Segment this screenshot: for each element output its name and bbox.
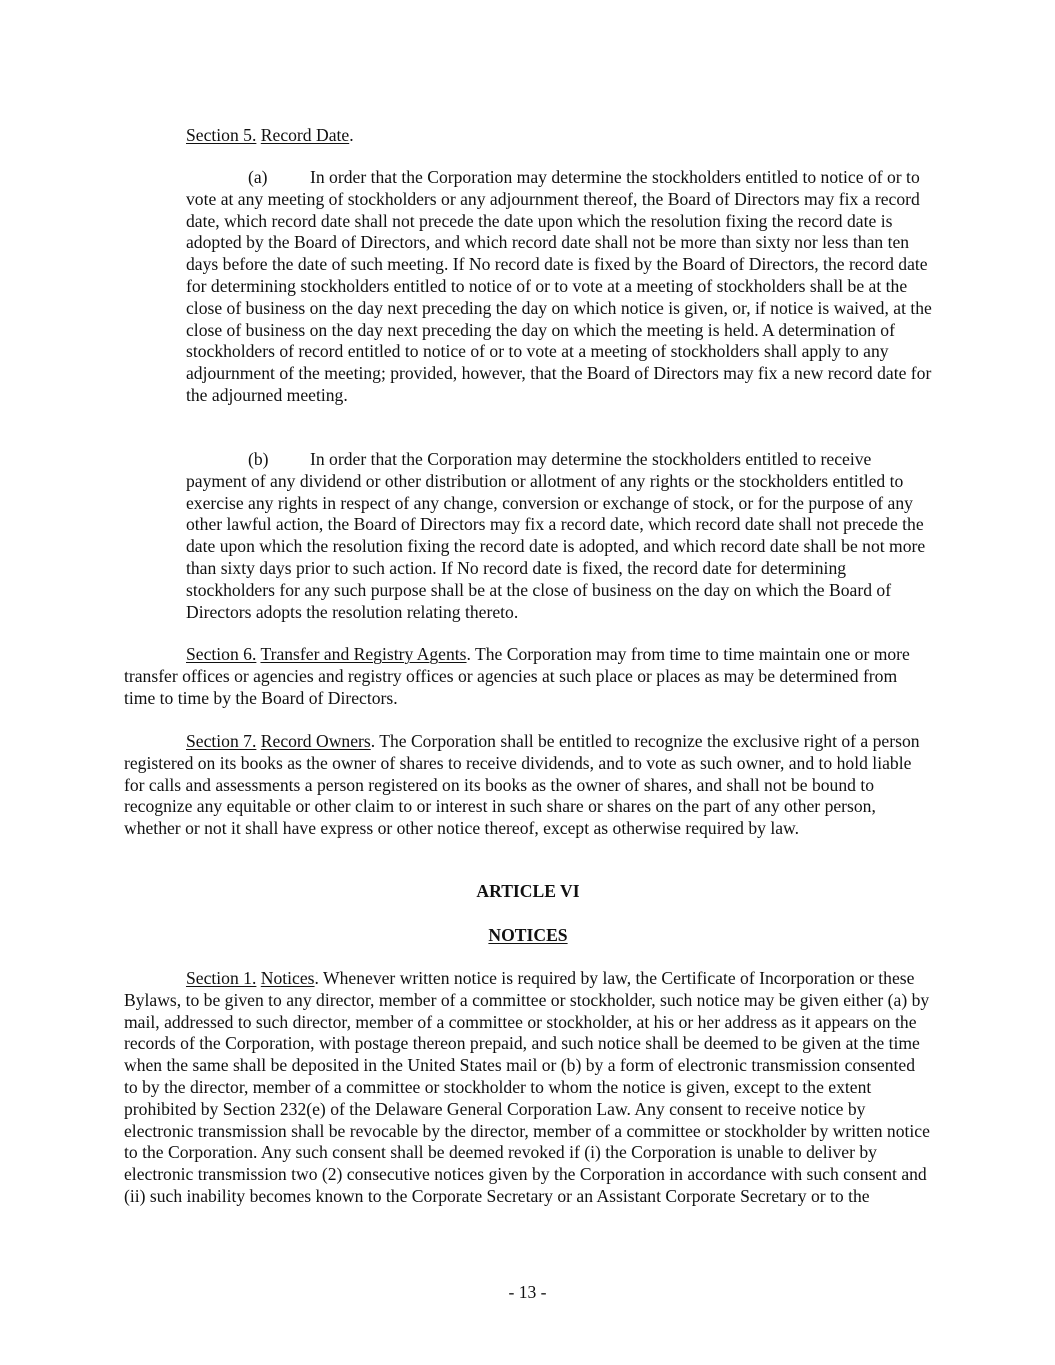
paragraph-b-text: In order that the Corporation may determine the stockholders entitled to receive payment of any dividend or other distribution or allotment of any rights or the stockholders entitled to exercise any rights in respect of any change, conversion or exchange of stock, or for the purpose of any other lawful action, the Board of Directors may fix a record date, which record date shall not precede the date upon which the resolution fixing the record date is adopted, and which record date shall be not more than sixty days prior to such action. If No record date is fixed, the record date for determining stockholders for any such purpose shall be at the close of business on the day on which the Board of Directors adopts the resolution relating thereto. <box>186 449 926 622</box>
page-number: - 13 - <box>508 1282 547 1302</box>
notices-section-1-text: . Whenever written notice is required by law, the Certificate of Incorporation or these Bylaws, to be given to any director, member of a committee or stockholder, such notice may be given either (a) by mail, addressed to such director, member of a committee or stockholder, at his or her address as it appears on the records of the Corporation, with postage thereon prepaid, and such notice shall be deemed to be given at the time when the same shall be deposited in the United States mail or (b) by a form of electronic transmission consented to by the director, member of a committee or stockholder to whom the notice is given, except to the extent prohibited by Section 232(e) of the Delaware General Corporation Law. Any consent to receive notice by electronic transmission shall be revocable by the director, member of a committee or stockholder by written notice to the Corporation. Any such consent shall be deemed revoked if (i) the Corporation is unable to deliver by electronic transmission two (2) consecutive notices given by the Corporation in accordance with such consent and (ii) such inability becomes known to the Corporate Secretary or an Assistant Corporate Secretary or to the <box>124 968 930 1206</box>
article-subheading: NOTICES <box>488 925 568 945</box>
section-6-title: Transfer and Registry Agents <box>260 644 467 664</box>
notices-section-1-paragraph <box>124 968 932 1208</box>
section-5-paragraph-b <box>186 449 932 623</box>
section-5-paragraph-a <box>186 167 932 407</box>
section-6-number: Section 6. <box>186 644 257 664</box>
article-heading: ARTICLE VI <box>476 881 580 901</box>
section-7-number: Section 7. <box>186 731 257 751</box>
section-5-title-end: . <box>349 125 354 145</box>
section-5-number: Section 5. <box>186 125 257 145</box>
section-5-heading <box>186 125 354 147</box>
notices-section-1-title: Notices <box>260 968 315 988</box>
section-6-paragraph <box>124 644 932 709</box>
section-6-text: . The Corporation may from time to time maintain one or more transfer offices or agencies and registry offices or agencies at such place or places as may be determined from time to time by the Board of Directors. <box>124 644 910 708</box>
section-7-title: Record Owners <box>260 731 371 751</box>
notices-section-1-number: Section 1. <box>186 968 257 988</box>
section-7-text: . The Corporation shall be entitled to recognize the exclusive right of a person registered on its books as the owner of shares to receive dividends, and to vote as such owner, and to hold liable for calls and assessments a person registered on its books as the owner of shares, and shall not be bound to recognize any equitable or other claim to or interest in such share or shares on the part of any other person, whether or not it shall have express or other notice thereof, except as otherwise required by law. <box>124 731 920 839</box>
paragraph-a-text: In order that the Corporation may determine the stockholders entitled to notice of or to vote at any meeting of stockholders or any adjournment thereof, the Board of Directors may fix a record date, which record date shall not precede the date upon which the resolution fixing the record date is adopted by the Board of Directors, and which record date shall not be more than sixty nor less than ten days before the date of such meeting. If No record date is fixed by the Board of Directors, the record date for determining stockholders entitled to notice of or to vote at a meeting of stockholders shall be at the close of business on the day next preceding the day on which notice is given, or, if notice is waived, at the close of business on the day next preceding the day on which the meeting is held. A determination of stockholders of record entitled to notice of or to vote at a meeting of stockholders shall apply to any adjournment of the meeting; provided, however, that the Board of Directors may fix a new record date for the adjourned meeting. <box>186 167 932 405</box>
paragraph-b-marker: (b) <box>248 449 269 469</box>
section-7-paragraph <box>124 731 932 840</box>
section-5-title: Record Date <box>260 125 350 145</box>
paragraph-a-marker: (a) <box>248 167 268 187</box>
